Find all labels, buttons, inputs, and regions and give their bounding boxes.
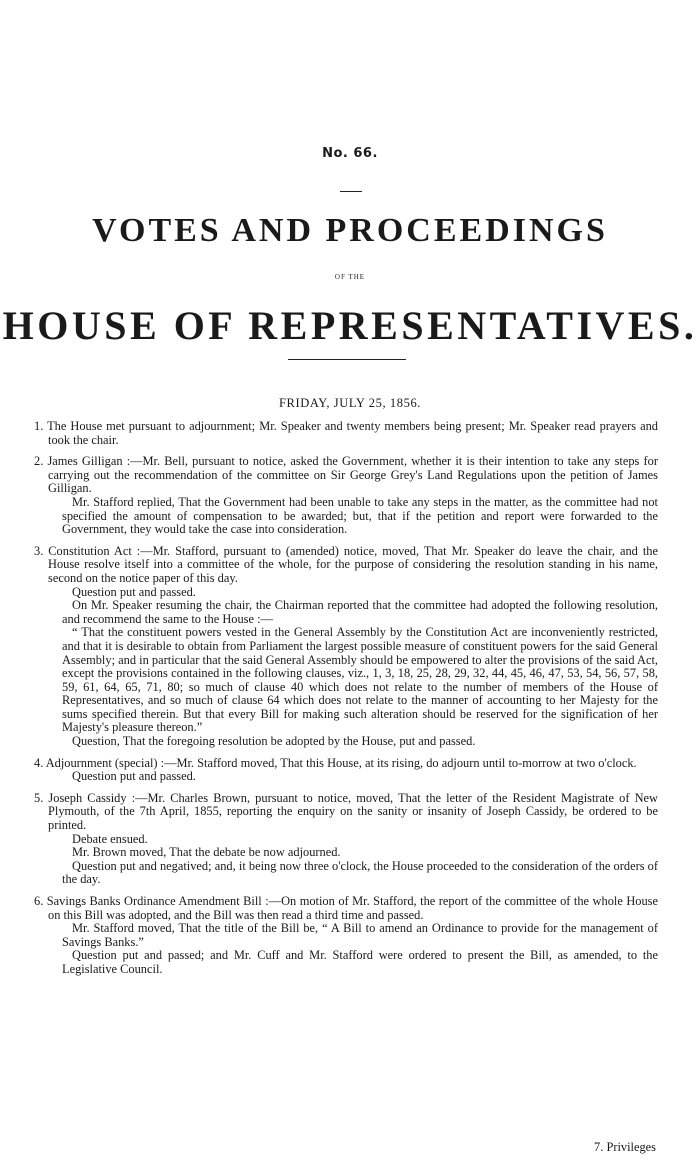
item-paragraph: Mr. Brown moved, That the debate be now adjourned. — [72, 845, 341, 860]
item-5 — [34, 792, 658, 887]
item-4 — [34, 757, 658, 784]
item-paragraph: Debate ensued. — [72, 831, 148, 846]
title-votes-and-proceedings: VOTES AND PROCEEDINGS — [92, 212, 608, 249]
paper-number: No. 66. — [322, 146, 378, 161]
proceedings-body — [34, 420, 658, 985]
item-text: 1. The House met pursuant to adjournment; Mr. Speaker and twenty members being present; Mr. Speaker read prayers and took the chair. — [34, 419, 658, 447]
item-2 — [34, 455, 658, 537]
item-paragraph: Mr. Stafford moved, That the title of the Bill be, “ A Bill to amend an Ordinance to provide for the management of Savings Banks.” — [62, 921, 658, 949]
item-3 — [34, 545, 658, 749]
item-paragraph: Question put and negatived; and, it being now three o'clock, the House proceeded to the consideration of the orders of the day. — [62, 858, 658, 887]
title-house-of-representatives: HOUSE OF REPRESENTATIVES. — [2, 303, 698, 348]
item-paragraph: “ That the constituent powers vested in the General Assembly by the Constitution Act are inconveniently restricted, and that it is desirable to obtain from Parliament the largest possible measure of constituent powers for the said General Assembly; and in particular that the said General Assembly should be empowered to alter the provisions of the said Act, except the provisions contained in the following clauses, viz., 1, 3, 18, 25, 28, 29, 32, 44, 45, 46, 47, 53, 54, 56, 57, 58, 59, 61, 64, 65, 71, 80; so much of clause 40 which does not relate to the number of members of the House of Representatives, and so much of clause 64 which does not relate to the manner of accounting to her Majesty for the sums specified therein. But that every Bill for making such alteration should be reserved for the signification of her Majesty's pleasure thereon.” — [62, 625, 658, 735]
item-1 — [34, 420, 658, 447]
item-paragraph: On Mr. Speaker resuming the chair, the Chairman reported that the committee had adopted the following resolution, and recommend the same to the House :— — [62, 598, 658, 626]
item-text: 4. Adjournment (special) :—Mr. Stafford moved, That this House, at its rising, do adjourn until to-morrow at two o'clock. — [34, 755, 637, 770]
item-paragraph: Mr. Stafford replied, That the Government had been unable to take any steps in the matter, as the committee had not specified the amount of compensation to be awarded; but, that if the petition and report were forwarded to the Government, they would take the case into consideration. — [62, 494, 658, 537]
short-rule — [340, 191, 362, 192]
item-text: 6. Savings Banks Ordinance Amendment Bill :—On motion of Mr. Stafford, the report of the committee of the whole House on this Bill was adopted, and the Bill was then read a third time and passed. — [34, 894, 658, 922]
catchword: 7. Privileges — [594, 1140, 656, 1154]
item-text: 3. Constitution Act :—Mr. Stafford, pursuant to (amended) notice, moved, That Mr. Speaker do leave the chair, and the House resolve itself into a committee of the whole, for the purpose of considering the resolution standing in his name, second on the notice paper of this day. — [34, 543, 658, 585]
item-6 — [34, 895, 658, 977]
item-paragraph: Question put and passed. — [72, 584, 196, 599]
item-paragraph: Question put and passed. — [72, 769, 196, 784]
item-text: 2. James Gilligan :—Mr. Bell, pursuant to notice, asked the Government, whether it is their intention to take any steps for carrying out the recommendation of the committee on Sir George Grey's Land Regulations upon the petition of James Gilligan. — [34, 454, 658, 496]
long-rule — [288, 359, 406, 360]
sitting-date: FRIDAY, JULY 25, 1856. — [278, 396, 422, 410]
title-of-the: OF THE — [334, 273, 366, 281]
item-text: 5. Joseph Cassidy :—Mr. Charles Brown, pursuant to notice, moved, That the letter of the Resident Magistrate of New Plymouth, of the 7th April, 1855, reporting the enquiry on the sanity or insanity of Joseph Cassidy, be ordered to be printed. — [34, 790, 658, 833]
item-paragraph: Question, That the foregoing resolution be adopted by the House, put and passed. — [72, 734, 476, 749]
item-paragraph: Question put and passed; and Mr. Cuff and Mr. Stafford were ordered to present the Bill, as amended, to the Legislative Council. — [62, 948, 658, 976]
